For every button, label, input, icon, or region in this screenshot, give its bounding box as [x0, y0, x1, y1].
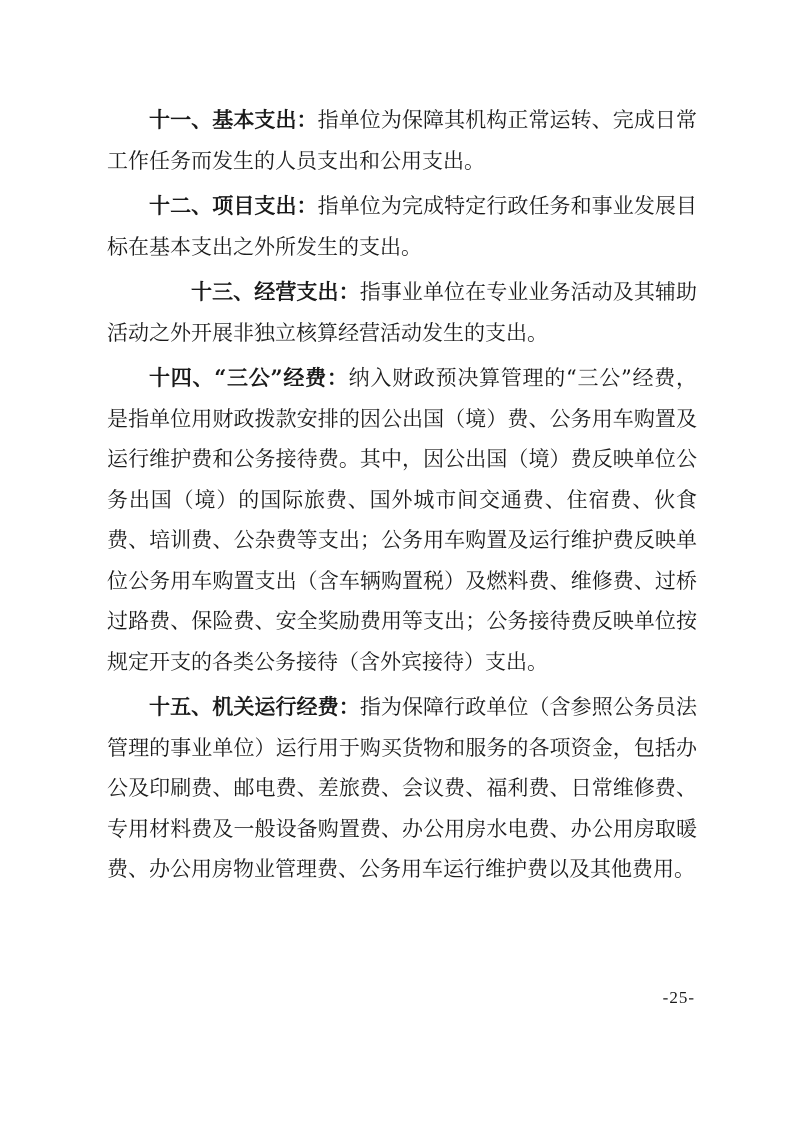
- definition-term: 十四、“三公”经费：: [149, 365, 349, 390]
- document-body: [107, 100, 697, 895]
- definition-term: 十三、经营支出：: [191, 279, 360, 304]
- definition-text: 指事业单位在专业业务活动及其辅助活动之外开展非独立核算经营活动发生的支出。: [107, 280, 698, 345]
- definition-term: 十五、机关运行经费：: [149, 694, 360, 719]
- definition-agency-operating-expenses: [107, 687, 697, 890]
- definition-project-expenditure: [107, 186, 697, 267]
- definition-term: 十二、项目支出：: [149, 193, 318, 218]
- definition-text: 指单位为保障其机构正常运转、完成日常工作任务而发生的人员支出和公用支出。: [107, 108, 697, 173]
- definition-text: 指单位为完成特定行政任务和事业发展目标在基本支出之外所发生的支出。: [107, 194, 697, 259]
- definition-term: 十一、基本支出：: [149, 107, 318, 132]
- definition-basic-expenditure: [107, 100, 697, 181]
- definition-text: 纳入财政预决算管理的“三公”经费，是指单位用财政拨款安排的因公出国（境）费、公务用车购置及运行维护费和公务接待费。其中，因公出国（境）费反映单位公务出国（境）的国际旅费、国外城市间交通费、住宿费、伙食费、培训费、公杂费等支出；公务用车购置及运行维护费反映单位公务用车购置支出（含车辆购置税）及燃料费、维修费、过桥过路费、保险费、安全奖励费用等支出；公务接待费反映单位按规定开支的各类公务接待（含外宾接待）支出。: [107, 366, 697, 674]
- definition-operating-expenditure: [107, 272, 697, 353]
- definition-three-public-expenses: [107, 358, 697, 682]
- definition-text: 指为保障行政单位（含参照公务员法管理的事业单位）运行用于购买货物和服务的各项资金，包括办公及印刷费、邮电费、差旅费、会议费、福利费、日常维修费、专用材料费及一般设备购置费、办公用房水电费、办公用房取暖费、办公用房物业管理费、公务用车运行维护费以及其他费用。: [107, 695, 698, 881]
- page-number: -25-: [662, 988, 695, 1007]
